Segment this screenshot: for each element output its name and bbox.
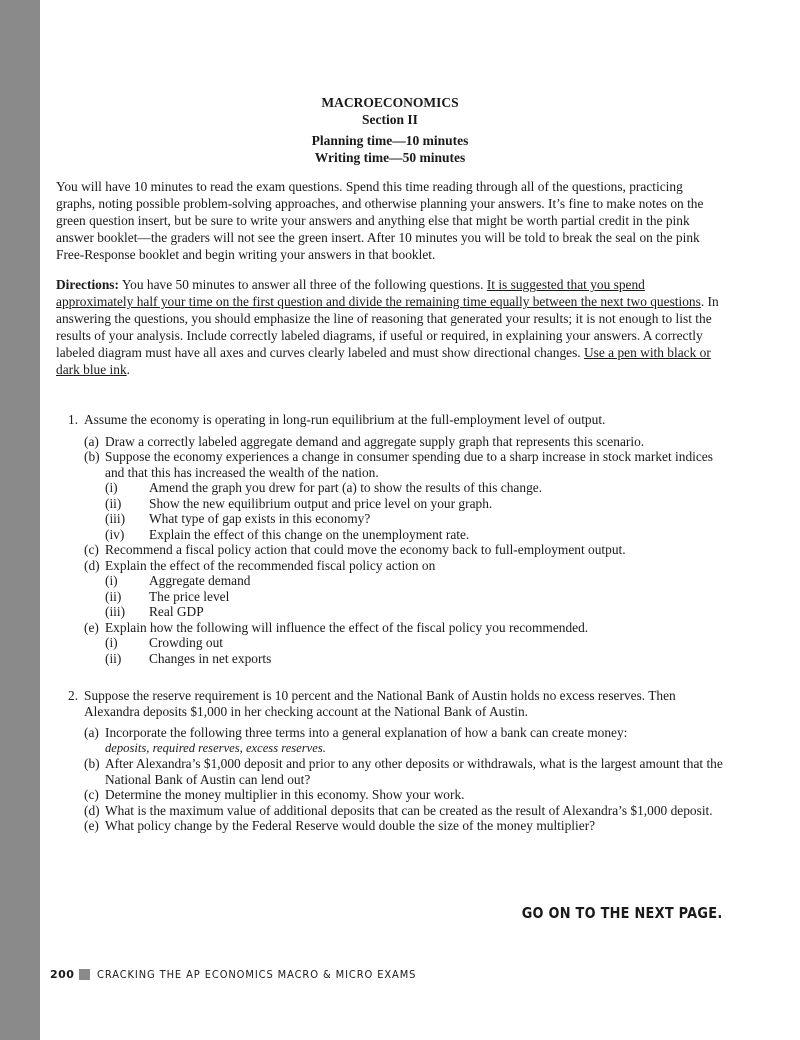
part-label: (c) (84, 542, 99, 558)
page-footer (50, 968, 452, 981)
question-part (84, 449, 724, 480)
sub-text: Real GDP (149, 604, 204, 620)
sub-label: (i) (105, 635, 118, 651)
sub-label: (iii) (105, 511, 126, 527)
question-stem: Suppose the reserve requirement is 10 percent and the National Bank of Austin holds no excess reserves. Then Alexandra deposits $1,000 in her checking account at the National Bank of Austin. (84, 688, 676, 719)
sub-text: What type of gap exists in this economy? (149, 511, 371, 527)
question-stem: Assume the economy is operating in long-run equilibrium at the full-employment level of output. (84, 412, 606, 428)
question-part (84, 818, 724, 834)
part-label: (d) (84, 802, 100, 818)
sub-part (84, 573, 724, 589)
part-text: Explain how the following will influence the effect of the fiscal policy you recommended. (105, 619, 589, 635)
directions-text-2: . In answering the questions, you should emphasize the line of reasoning that generated your results; it is not enough to list the results of your analysis. Include correctly labeled diagrams, if useful or required, in explaining your answers. A correctly labeled diagram must have all axes and curves clearly labeled and must show directional changes. (56, 294, 719, 361)
part-label: (c) (84, 787, 99, 803)
directions-text-1: You have 50 minutes to answer all three of the following questions. (118, 277, 487, 293)
writing-time: Writing time—50 minutes (314, 150, 466, 165)
sub-part (84, 635, 724, 651)
question-parts (84, 725, 724, 834)
part-label: (b) (84, 449, 100, 465)
sub-part (84, 527, 724, 543)
sub-text: Changes in net exports (149, 650, 272, 666)
sub-part (84, 496, 724, 512)
subject-title: MACROECONOMICS (321, 95, 459, 110)
sub-text: Show the new equilibrium output and price level on your graph. (149, 495, 493, 511)
part-text: Incorporate the following three terms into a general explanation of how a bank can create money: (105, 725, 628, 741)
part-text: After Alexandra’s $1,000 deposit and prior to any other deposits or withdrawals, what is the largest amount that the National Bank of Austin can lend out? (105, 756, 723, 787)
part-text: Determine the money multiplier in this economy. Show your work. (105, 787, 465, 803)
question-2 (56, 688, 724, 834)
part-label: (a) (84, 725, 99, 741)
intro-paragraph: You will have 10 minutes to read the exam questions. Spend this time reading through all of the questions, practicing graphs, noting possible problem-solving approaches, and otherwise planning your answers. It’s fine to make notes on the green question insert, but be sure to write your answers and anything else that might be worth partial credit in the pink answer booklet—the graders will not see the green insert. After 10 minutes you will be told to break the seal on the pink Free-Response booklet and begin writing your answers in that booklet. (56, 179, 704, 262)
sub-text: The price level (149, 588, 230, 604)
part-text: Recommend a fiscal policy action that could move the economy back to full-employment output. (105, 542, 626, 558)
question-part (84, 803, 724, 819)
part-text: What policy change by the Federal Reserve would double the size of the money multiplier? (105, 818, 596, 834)
questions-list (56, 412, 724, 834)
directions-label: Directions: (56, 277, 119, 293)
part-label: (e) (84, 818, 99, 834)
book-title: CRACKING THE AP ECONOMICS MACRO & MICRO EXAMS (97, 968, 417, 981)
directions-text-3: . (126, 362, 131, 378)
question-part (84, 434, 724, 450)
question-part (84, 542, 724, 558)
question-number: 2. (68, 688, 79, 704)
question-part (84, 756, 724, 787)
sub-label: (i) (105, 573, 118, 589)
part-text: What is the maximum value of additional deposits that can be created as the result of Alexandra’s $1,000 deposit. (105, 802, 713, 818)
question-number: 1. (68, 412, 79, 428)
part-text: Draw a correctly labeled aggregate demand and aggregate supply graph that represents this scenario. (105, 433, 645, 449)
sub-label: (ii) (105, 588, 122, 604)
footer-square-icon (79, 969, 90, 980)
section-heading (56, 94, 724, 166)
part-label: (d) (84, 557, 100, 573)
sub-label: (ii) (105, 650, 122, 666)
sub-part (84, 651, 724, 667)
part-label: (a) (84, 433, 99, 449)
sub-text: Amend the graph you drew for part (a) to show the results of this change. (149, 480, 543, 496)
question-part (84, 787, 724, 803)
sub-part (84, 589, 724, 605)
sub-part (84, 480, 724, 496)
directions-underlined-1: It is suggested that you spend approximately half your time on the first question and divide the remaining time equally between the next two questions (56, 277, 701, 310)
sub-label: (i) (105, 480, 118, 496)
sub-text: Explain the effect of this change on the unemployment rate. (149, 526, 470, 542)
directions-paragraph (56, 276, 724, 378)
exam-page (56, 94, 724, 834)
question-part (84, 725, 724, 756)
section-label: Section II (362, 112, 418, 127)
sub-text: Crowding out (149, 635, 224, 651)
go-on-next-page: GO ON TO THE NEXT PAGE. (521, 904, 722, 922)
part-label: (b) (84, 756, 100, 772)
sub-label: (iii) (105, 604, 126, 620)
part-text: Explain the effect of the recommended fiscal policy action on (105, 557, 436, 573)
directions-underlined-2: Use a pen with black or dark blue ink (56, 345, 711, 378)
sub-part (84, 604, 724, 620)
question-parts (84, 434, 724, 667)
sub-label: (iv) (105, 526, 125, 542)
sub-part (84, 511, 724, 527)
sub-label: (ii) (105, 495, 122, 511)
part-text: Suppose the economy experiences a change in consumer spending due to a sharp increase in stock market indices and that this has increased the wealth of the nation. (105, 449, 713, 480)
terms-italic: deposits, required reserves, excess reserves. (105, 740, 326, 755)
sub-text: Aggregate demand (149, 573, 251, 589)
page-number: 200 (50, 968, 75, 981)
planning-time: Planning time—10 minutes (311, 133, 469, 148)
part-label: (e) (84, 619, 99, 635)
question-1 (56, 412, 724, 666)
question-part (84, 558, 724, 574)
side-margin-strip (0, 0, 40, 1040)
question-part (84, 620, 724, 636)
